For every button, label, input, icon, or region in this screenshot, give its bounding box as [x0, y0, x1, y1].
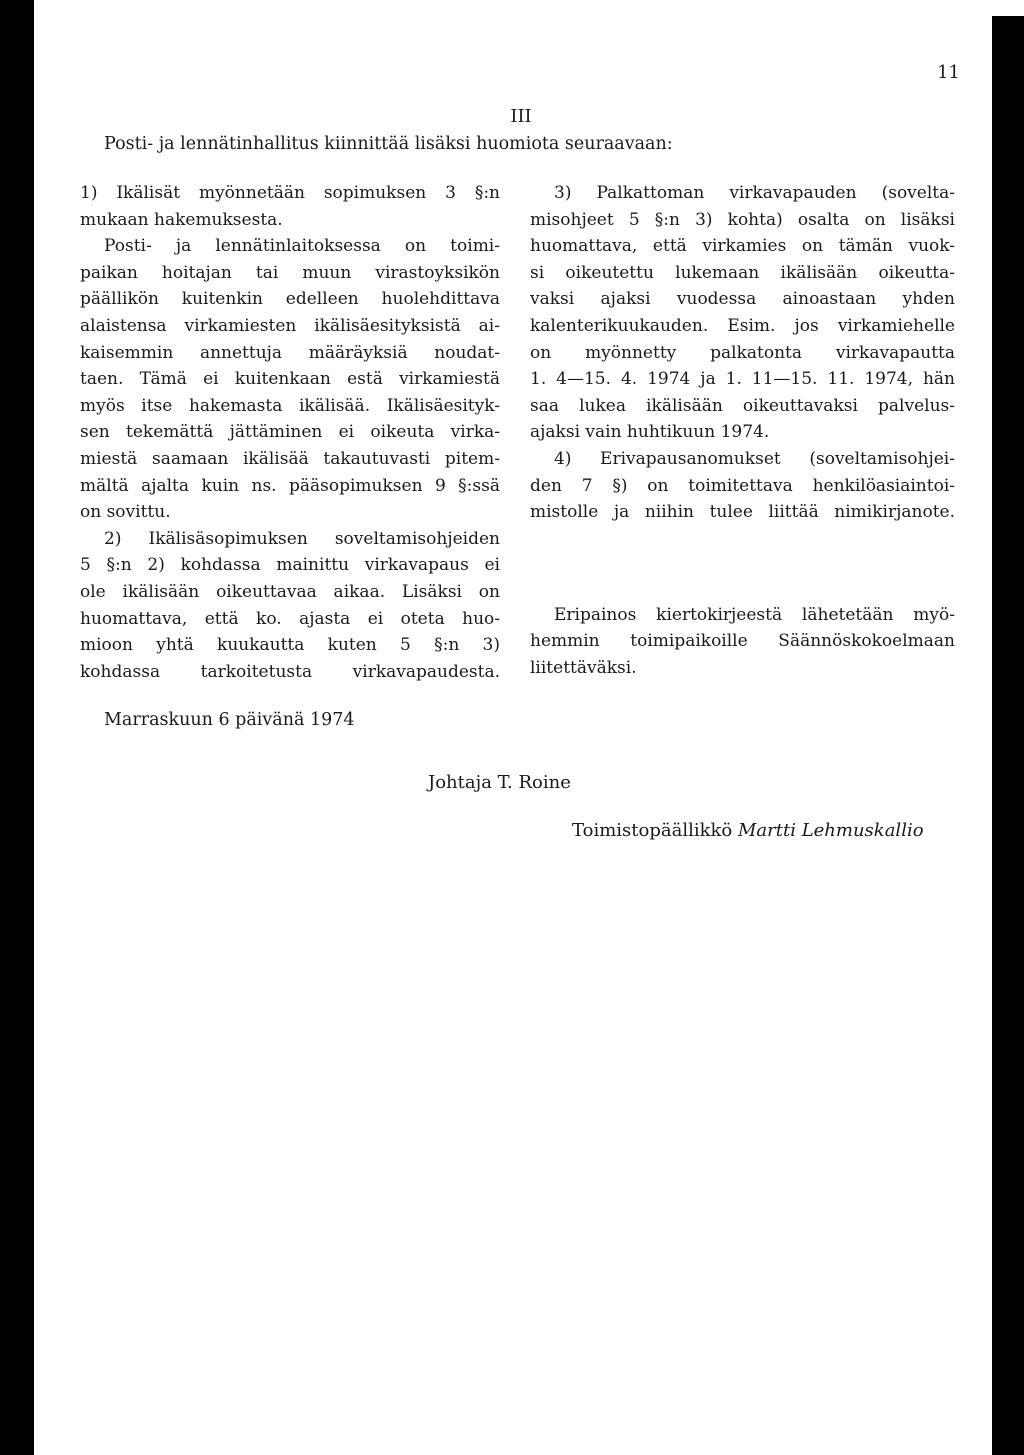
section-number: III [510, 106, 532, 127]
text-line: hemmin toimipaikoille Säännöskokoelmaan [530, 631, 955, 652]
text-line: Posti- ja lennätinlaitoksessa on toimi- [104, 236, 500, 257]
text-line: paikan hoitajan tai muun virastoyksikön [80, 262, 500, 283]
paragraph-gap [530, 564, 955, 602]
left-scan-border [0, 0, 34, 1455]
text-line: si oikeutettu lukemaan ikälisään oikeutta- [530, 262, 955, 283]
left-column [80, 180, 500, 685]
text-line: kalenterikuukauden. Esim. jos virkamiehelle [530, 315, 955, 336]
text-line: 2) Ikälisäsopimuksen soveltamisohjeiden [104, 528, 500, 549]
office-name: Martti Lehmuskallio [737, 820, 924, 841]
text-line: myös itse hakemasta ikälisää. Ikälisäesityk- [80, 395, 500, 416]
text-line: ole ikälisään oikeuttavaa aikaa. Lisäksi on [80, 581, 500, 602]
text-line: 1) Ikälisät myönnetään sopimuksen 3 §:n [80, 183, 500, 203]
text-line: huomattava, että ko. ajasta ei oteta huo- [80, 608, 500, 629]
text-line: miestä saamaan ikälisää takautuvasti pitem- [80, 448, 500, 469]
text-line: mioon yhtä kuukautta kuten 5 §:n 3) [80, 635, 500, 656]
text-line: kaisemmin annettuja määräyksiä noudat- [80, 342, 500, 363]
intro-paragraph: Posti- ja lennätinhallitus kiinnittää lisäksi huomiota seuraavaan: [104, 134, 673, 154]
text-line: 5 §:n 2) kohdassa mainittu virkavapaus ei [80, 555, 500, 576]
text-line: 4) Erivapausanomukset (soveltamisohjei- [554, 448, 955, 469]
text-line: mistolle ja niihin tulee liittää nimikirjanote. [530, 502, 955, 523]
text-line: liitettäväksi. [530, 657, 637, 678]
text-line: Eripainos kiertokirjeestä lähetetään myö- [554, 604, 955, 625]
text-line: ajaksi vain huhtikuun 1974. [530, 422, 770, 443]
director-signature: Johtaja T. Roine [428, 772, 571, 793]
right-column [530, 180, 955, 682]
office-signature [572, 820, 924, 841]
text-line: on sovittu. [80, 502, 171, 523]
text-line: saa lukea ikälisään oikeuttavaksi palvelus- [530, 395, 955, 416]
text-line: mukaan hakemuksesta. [80, 209, 283, 230]
page-number: 11 [937, 62, 960, 83]
text-line: taen. Tämä ei kuitenkaan estä virkamiestä [80, 369, 500, 390]
text-line: vaksi ajaksi vuodessa ainoastaan yhden [530, 289, 955, 310]
text-line: on myönnetty palkatonta virkavapautta [530, 342, 955, 363]
text-line: kohdassa tarkoitetusta virkavapaudesta. [80, 661, 500, 682]
text-line: 3) Palkattoman virkavapauden (sovelta- [554, 183, 955, 203]
text-line: mältä ajalta kuin ns. pääsopimuksen 9 §:ssä [80, 475, 500, 496]
date-line: Marraskuun 6 päivänä 1974 [104, 710, 355, 730]
text-line: misohjeet 5 §:n 3) kohta) osalta on lisäksi [530, 209, 955, 230]
text-line: sen tekemättä jättäminen ei oikeuta virka- [80, 422, 500, 443]
text-line: huomattava, että virkamies on tämän vuok- [530, 236, 955, 257]
text-line: päällikön kuitenkin edelleen huolehdittava [80, 289, 500, 310]
office-title: Toimistopäällikkö [572, 820, 733, 841]
right-scan-border [992, 16, 1024, 1455]
text-line: alaistensa virkamiesten ikälisäesityksistä ai- [80, 315, 500, 336]
text-line: den 7 §) on toimitettava henkilöasiaintoi- [530, 475, 955, 496]
paragraph-gap [530, 526, 955, 564]
text-line: 1. 4—15. 4. 1974 ja 1. 11—15. 11. 1974, hän [530, 369, 955, 390]
